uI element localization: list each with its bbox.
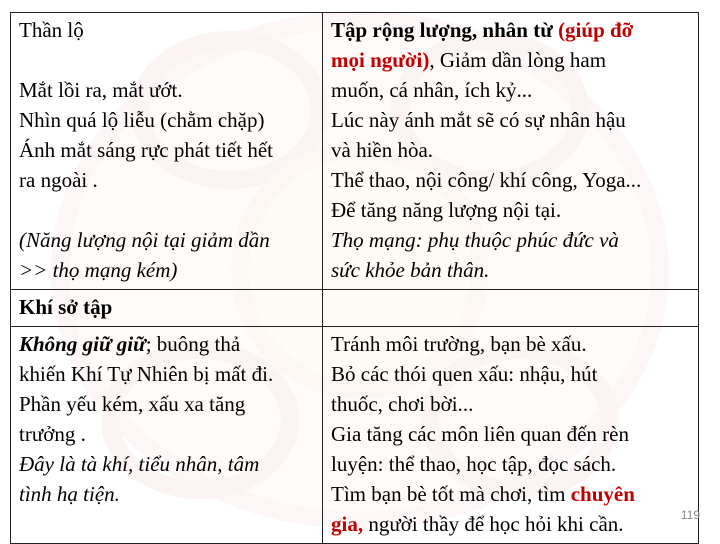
note-line: tình hạ tiện. [19, 482, 120, 506]
heading-bold: Tập rộng lượng, nhân từ [331, 18, 559, 42]
text-line: muốn, cá nhân, ích kỷ... [331, 78, 533, 102]
table-row [11, 327, 699, 544]
text-inline: Tìm bạn bè tốt mà chơi, tìm [331, 482, 571, 506]
spacer [19, 195, 314, 225]
text-line: Mắt lồi ra, mắt ướt. [19, 78, 183, 102]
emphasis-text: Không giữ giữ [19, 332, 146, 356]
heading-red: mọi người) [331, 48, 430, 72]
section-header-right [323, 290, 699, 327]
cell-remedy-top [323, 13, 699, 290]
text-line: Tránh môi trường, bạn bè xấu. [331, 332, 587, 356]
text-line: luyện: thể thao, học tập, đọc sách. [331, 452, 617, 476]
cell-title: Thần lộ [19, 18, 84, 42]
text-line: Thể thao, nội công/ khí công, Yoga... [331, 168, 642, 192]
text-inline: người thầy để học hỏi khi cần. [363, 512, 624, 536]
spacer [19, 45, 314, 75]
text-line: Phần yếu kém, xấu xa tăng [19, 392, 246, 416]
text-line: thuốc, chơi bời... [331, 392, 474, 416]
note-line: >> thọ mạng kém) [19, 258, 178, 282]
text-line: Để tăng năng lượng nội tại. [331, 198, 562, 222]
note-line: (Năng lượng nội tại giảm dần [19, 228, 270, 252]
text-inline: ; buông thả [145, 332, 241, 356]
emphasis-red: chuyên [570, 482, 635, 506]
text-line: Lúc này ánh mắt sẽ có sự nhân hậu [331, 108, 626, 132]
slide-number: 119 [680, 508, 700, 522]
text-line: Nhìn quá lộ liễu (chằm chặp) [19, 108, 265, 132]
note-line: sức khỏe bản thân. [331, 258, 490, 282]
text-line: ra ngoài . [19, 168, 98, 192]
text-line: Ánh mắt sáng rực phát tiết hết [19, 138, 273, 162]
heading-red: (giúp đỡ [558, 18, 634, 42]
content-table [10, 12, 699, 544]
text-line: và hiền hòa. [331, 138, 434, 162]
cell-remedy-bottom [323, 327, 699, 544]
note-line: Thọ mạng: phụ thuộc phúc đức và [331, 228, 619, 252]
section-header-row [11, 290, 699, 327]
table-row [11, 13, 699, 290]
text-line: Gia tăng các môn liên quan đến rèn [331, 422, 629, 446]
emphasis-red: gia, [331, 512, 364, 536]
section-header-left: Khí sở tập [11, 290, 323, 327]
heading-rest: , Giảm dần lòng ham [429, 48, 607, 72]
cell-khi-so-tap [11, 327, 323, 544]
cell-than-lo [11, 13, 323, 290]
text-line: Bỏ các thói quen xấu: nhậu, hút [331, 362, 598, 386]
note-line: Đây là tà khí, tiểu nhân, tâm [19, 452, 260, 476]
text-line: trưởng . [19, 422, 86, 446]
text-line: khiến Khí Tự Nhiên bị mất đi. [19, 362, 274, 386]
